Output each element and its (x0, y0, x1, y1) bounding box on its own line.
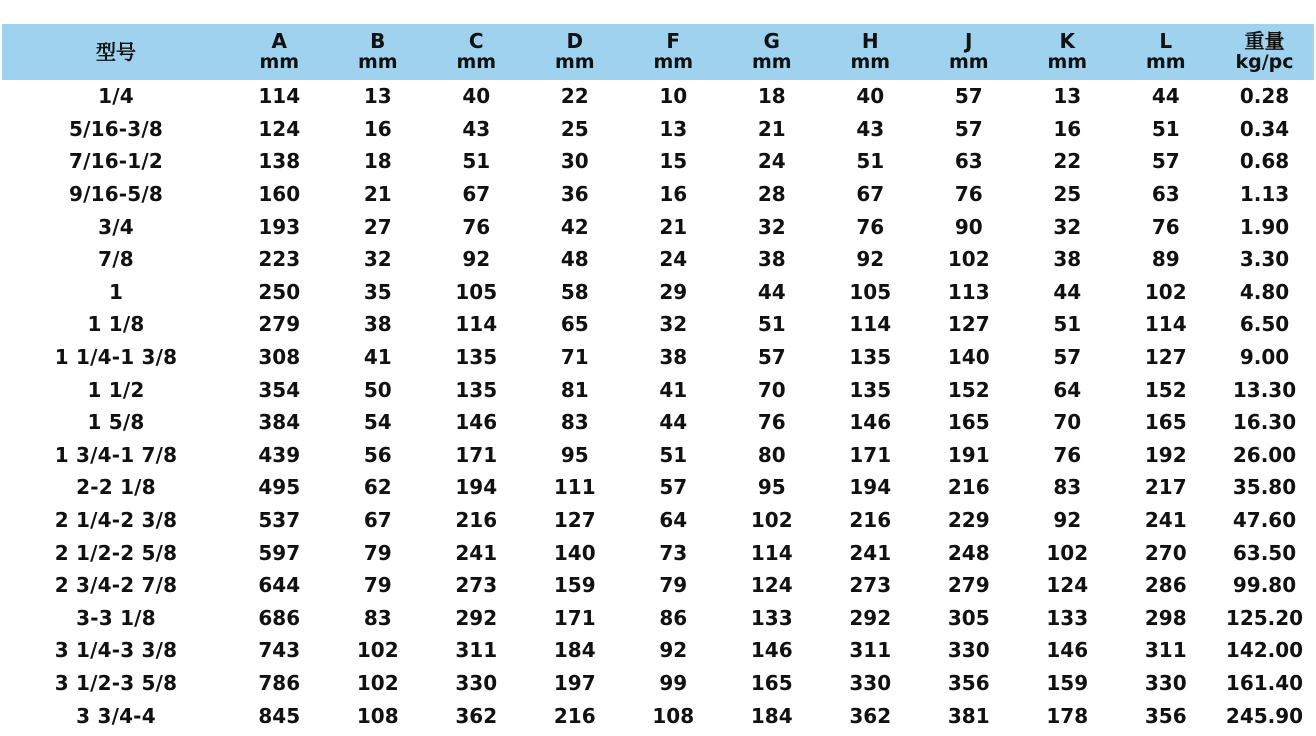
value-cell: 57 (954, 116, 983, 141)
value-cell: 28 (757, 182, 786, 207)
value-cell: 6.50 (1239, 312, 1290, 337)
value-cell: 102 (356, 638, 399, 663)
value-cell: 56 (363, 442, 392, 467)
model-cell: 1 5/8 (87, 410, 145, 435)
column-title: J (965, 29, 973, 53)
value-cell: 362 (455, 703, 498, 728)
value-cell: 86 (659, 605, 688, 630)
value-cell: 125.20 (1225, 605, 1304, 630)
value-cell: 38 (1053, 247, 1082, 272)
value-cell: 62 (363, 475, 392, 500)
value-cell: 38 (757, 247, 786, 272)
table-row (2, 667, 1314, 700)
value-cell: 76 (757, 410, 786, 435)
column-header-b (329, 24, 428, 80)
value-cell: 146 (849, 410, 892, 435)
value-cell: 64 (1053, 377, 1082, 402)
value-cell: 40 (856, 84, 885, 109)
value-cell: 10 (659, 84, 688, 109)
value-cell: 102 (750, 508, 793, 533)
value-cell: 67 (462, 182, 491, 207)
value-cell: 51 (659, 442, 688, 467)
value-cell: 81 (560, 377, 589, 402)
value-cell: 140 (947, 345, 990, 370)
value-cell: 95 (560, 442, 589, 467)
table-row (2, 471, 1314, 504)
value-cell: 495 (258, 475, 301, 500)
column-title: B (370, 29, 386, 53)
value-cell: 4.80 (1239, 279, 1290, 304)
table-row (2, 243, 1314, 276)
column-unit: mm (554, 51, 595, 73)
column-title: L (1159, 29, 1173, 53)
model-cell: 1 (108, 279, 124, 304)
value-cell: 127 (1144, 345, 1187, 370)
value-cell: 41 (659, 377, 688, 402)
value-cell: 36 (560, 182, 589, 207)
value-cell: 57 (757, 345, 786, 370)
value-cell: 44 (1053, 279, 1082, 304)
value-cell: 42 (560, 214, 589, 239)
value-cell: 216 (849, 508, 892, 533)
value-cell: 30 (560, 149, 589, 174)
value-cell: 171 (553, 605, 596, 630)
value-cell: 0.34 (1239, 116, 1290, 141)
column-title: 重量 (1244, 29, 1285, 53)
value-cell: 165 (750, 670, 793, 695)
value-cell: 108 (652, 703, 695, 728)
value-cell: 27 (363, 214, 392, 239)
table-row (2, 439, 1314, 472)
value-cell: 43 (462, 116, 491, 141)
value-cell: 216 (947, 475, 990, 500)
value-cell: 356 (947, 670, 990, 695)
value-cell: 105 (849, 279, 892, 304)
value-cell: 330 (455, 670, 498, 695)
value-cell: 58 (560, 279, 589, 304)
value-cell: 311 (849, 638, 892, 663)
value-cell: 3.30 (1239, 247, 1290, 272)
value-cell: 92 (1053, 508, 1082, 533)
value-cell: 13 (659, 116, 688, 141)
value-cell: 152 (947, 377, 990, 402)
value-cell: 76 (954, 182, 983, 207)
value-cell: 330 (947, 638, 990, 663)
value-cell: 76 (1053, 442, 1082, 467)
value-cell: 127 (553, 508, 596, 533)
value-cell: 35 (363, 279, 392, 304)
value-cell: 92 (462, 247, 491, 272)
value-cell: 21 (757, 116, 786, 141)
value-cell: 113 (947, 279, 990, 304)
value-cell: 1.13 (1239, 182, 1290, 207)
value-cell: 51 (1151, 116, 1180, 141)
value-cell: 184 (750, 703, 793, 728)
value-cell: 32 (363, 247, 392, 272)
value-cell: 99 (659, 670, 688, 695)
table-row (2, 308, 1314, 341)
model-cell: 1 1/4-1 3/8 (54, 345, 178, 370)
value-cell: 273 (849, 573, 892, 598)
value-cell: 192 (1144, 442, 1187, 467)
value-cell: 193 (258, 214, 301, 239)
column-unit: mm (1145, 51, 1186, 73)
value-cell: 57 (1053, 345, 1082, 370)
value-cell: 105 (455, 279, 498, 304)
value-cell: 298 (1144, 605, 1187, 630)
value-cell: 67 (856, 182, 885, 207)
column-unit: mm (751, 51, 792, 73)
value-cell: 21 (659, 214, 688, 239)
value-cell: 184 (553, 638, 596, 663)
table-row (2, 634, 1314, 667)
value-cell: 229 (947, 508, 990, 533)
value-cell: 108 (356, 703, 399, 728)
value-cell: 279 (947, 573, 990, 598)
value-cell: 146 (455, 410, 498, 435)
table-row (2, 602, 1314, 635)
column-title: C (468, 29, 484, 53)
table-row (2, 536, 1314, 569)
value-cell: 311 (1144, 638, 1187, 663)
value-cell: 138 (258, 149, 301, 174)
value-cell: 537 (258, 508, 301, 533)
model-cell: 9/16-5/8 (68, 182, 164, 207)
value-cell: 18 (363, 149, 392, 174)
table-row (2, 373, 1314, 406)
value-cell: 223 (258, 247, 301, 272)
value-cell: 597 (258, 540, 301, 565)
model-cell: 3 1/2-3 5/8 (54, 670, 178, 695)
value-cell: 127 (947, 312, 990, 337)
value-cell: 63 (1151, 182, 1180, 207)
value-cell: 140 (553, 540, 596, 565)
column-title: 型号 (96, 39, 136, 64)
value-cell: 146 (1046, 638, 1089, 663)
value-cell: 133 (750, 605, 793, 630)
model-cell: 1 1/8 (87, 312, 145, 337)
value-cell: 248 (947, 540, 990, 565)
value-cell: 99.80 (1232, 573, 1297, 598)
value-cell: 92 (659, 638, 688, 663)
value-cell: 16.30 (1232, 410, 1297, 435)
value-cell: 63 (954, 149, 983, 174)
value-cell: 245.90 (1225, 703, 1304, 728)
value-cell: 111 (553, 475, 596, 500)
value-cell: 217 (1144, 475, 1187, 500)
value-cell: 354 (258, 377, 301, 402)
table-header (2, 24, 1314, 80)
value-cell: 135 (849, 377, 892, 402)
value-cell: 114 (1144, 312, 1187, 337)
column-header-h (821, 24, 920, 80)
value-cell: 70 (757, 377, 786, 402)
column-unit: mm (850, 51, 891, 73)
value-cell: 47.60 (1232, 508, 1297, 533)
dimension-table (2, 24, 1314, 732)
value-cell: 114 (455, 312, 498, 337)
value-cell: 32 (1053, 214, 1082, 239)
column-unit: mm (653, 51, 694, 73)
column-unit: mm (259, 51, 300, 73)
value-cell: 25 (1053, 182, 1082, 207)
value-cell: 70 (1053, 410, 1082, 435)
column-unit: mm (1047, 51, 1088, 73)
table-row (2, 699, 1314, 732)
value-cell: 21 (363, 182, 392, 207)
value-cell: 845 (258, 703, 301, 728)
value-cell: 124 (750, 573, 793, 598)
value-cell: 194 (455, 475, 498, 500)
value-cell: 308 (258, 345, 301, 370)
value-cell: 194 (849, 475, 892, 500)
value-cell: 67 (363, 508, 392, 533)
value-cell: 161.40 (1225, 670, 1304, 695)
column-header-d (526, 24, 625, 80)
value-cell: 381 (947, 703, 990, 728)
value-cell: 95 (757, 475, 786, 500)
table-row (2, 276, 1314, 309)
value-cell: 330 (849, 670, 892, 695)
value-cell: 13.30 (1232, 377, 1297, 402)
column-header-l (1117, 24, 1216, 80)
column-header-j (920, 24, 1019, 80)
value-cell: 439 (258, 442, 301, 467)
value-cell: 92 (856, 247, 885, 272)
model-cell: 1/4 (98, 84, 134, 109)
value-cell: 32 (757, 214, 786, 239)
value-cell: 159 (1046, 670, 1089, 695)
value-cell: 743 (258, 638, 301, 663)
table-row (2, 210, 1314, 243)
value-cell: 133 (1046, 605, 1089, 630)
model-cell: 2-2 1/8 (76, 475, 156, 500)
value-cell: 292 (849, 605, 892, 630)
value-cell: 160 (258, 182, 301, 207)
table-row (2, 504, 1314, 537)
value-cell: 15 (659, 149, 688, 174)
value-cell: 76 (1151, 214, 1180, 239)
value-cell: 241 (849, 540, 892, 565)
value-cell: 216 (553, 703, 596, 728)
value-cell: 25 (560, 116, 589, 141)
value-cell: 32 (659, 312, 688, 337)
value-cell: 102 (1144, 279, 1187, 304)
column-header-model (2, 24, 230, 80)
value-cell: 102 (356, 670, 399, 695)
value-cell: 292 (455, 605, 498, 630)
value-cell: 356 (1144, 703, 1187, 728)
table-row (2, 178, 1314, 211)
value-cell: 135 (455, 345, 498, 370)
value-cell: 286 (1144, 573, 1187, 598)
value-cell: 241 (1144, 508, 1187, 533)
value-cell: 305 (947, 605, 990, 630)
value-cell: 35.80 (1232, 475, 1297, 500)
value-cell: 29 (659, 279, 688, 304)
value-cell: 114 (258, 84, 301, 109)
value-cell: 65 (560, 312, 589, 337)
value-cell: 13 (363, 84, 392, 109)
value-cell: 159 (553, 573, 596, 598)
value-cell: 250 (258, 279, 301, 304)
column-header-c (427, 24, 526, 80)
value-cell: 165 (947, 410, 990, 435)
value-cell: 80 (757, 442, 786, 467)
table-row (2, 569, 1314, 602)
value-cell: 44 (659, 410, 688, 435)
value-cell: 114 (750, 540, 793, 565)
column-unit: kg/pc (1235, 51, 1294, 73)
value-cell: 16 (1053, 116, 1082, 141)
value-cell: 135 (849, 345, 892, 370)
value-cell: 51 (757, 312, 786, 337)
value-cell: 50 (363, 377, 392, 402)
value-cell: 102 (947, 247, 990, 272)
column-title: D (566, 29, 584, 53)
model-cell: 3 1/4-3 3/8 (54, 638, 178, 663)
value-cell: 63.50 (1232, 540, 1297, 565)
table-row (2, 80, 1314, 113)
model-cell: 3-3 1/8 (76, 605, 156, 630)
value-cell: 22 (560, 84, 589, 109)
header-row (2, 24, 1314, 80)
column-header-k (1018, 24, 1117, 80)
model-cell: 7/16-1/2 (68, 149, 164, 174)
value-cell: 38 (363, 312, 392, 337)
value-cell: 330 (1144, 670, 1187, 695)
table-row (2, 406, 1314, 439)
value-cell: 83 (1053, 475, 1082, 500)
model-cell: 1 3/4-1 7/8 (54, 442, 178, 467)
model-cell: 5/16-3/8 (68, 116, 164, 141)
value-cell: 76 (462, 214, 491, 239)
value-cell: 384 (258, 410, 301, 435)
value-cell: 51 (1053, 312, 1082, 337)
column-header-f (624, 24, 723, 80)
value-cell: 0.68 (1239, 149, 1290, 174)
column-unit: mm (948, 51, 989, 73)
value-cell: 686 (258, 605, 301, 630)
value-cell: 54 (363, 410, 392, 435)
value-cell: 191 (947, 442, 990, 467)
value-cell: 76 (856, 214, 885, 239)
value-cell: 142.00 (1225, 638, 1304, 663)
value-cell: 71 (560, 345, 589, 370)
column-unit: mm (456, 51, 497, 73)
value-cell: 16 (659, 182, 688, 207)
value-cell: 51 (856, 149, 885, 174)
value-cell: 273 (455, 573, 498, 598)
value-cell: 18 (757, 84, 786, 109)
value-cell: 89 (1151, 247, 1180, 272)
value-cell: 26.00 (1232, 442, 1297, 467)
value-cell: 73 (659, 540, 688, 565)
value-cell: 57 (1151, 149, 1180, 174)
value-cell: 41 (363, 345, 392, 370)
column-unit: mm (357, 51, 398, 73)
value-cell: 40 (462, 84, 491, 109)
value-cell: 135 (455, 377, 498, 402)
table-row (2, 113, 1314, 146)
value-cell: 279 (258, 312, 301, 337)
model-cell: 3 3/4-4 (76, 703, 156, 728)
model-cell: 1 1/2 (87, 377, 145, 402)
value-cell: 1.90 (1239, 214, 1290, 239)
value-cell: 79 (659, 573, 688, 598)
column-header-a (230, 24, 329, 80)
value-cell: 79 (363, 540, 392, 565)
value-cell: 124 (258, 116, 301, 141)
value-cell: 146 (750, 638, 793, 663)
value-cell: 64 (659, 508, 688, 533)
column-title: A (271, 29, 287, 53)
value-cell: 48 (560, 247, 589, 272)
model-cell: 7/8 (98, 247, 134, 272)
column-header-g (723, 24, 822, 80)
value-cell: 124 (1046, 573, 1089, 598)
table-body (2, 80, 1314, 732)
value-cell: 241 (455, 540, 498, 565)
value-cell: 22 (1053, 149, 1082, 174)
column-title: F (666, 29, 681, 53)
value-cell: 9.00 (1239, 345, 1290, 370)
value-cell: 362 (849, 703, 892, 728)
value-cell: 114 (849, 312, 892, 337)
column-title: K (1059, 29, 1075, 53)
value-cell: 38 (659, 345, 688, 370)
column-header-重量 (1215, 24, 1314, 80)
value-cell: 0.28 (1239, 84, 1290, 109)
value-cell: 786 (258, 670, 301, 695)
value-cell: 57 (954, 84, 983, 109)
value-cell: 79 (363, 573, 392, 598)
column-title: G (763, 29, 780, 53)
value-cell: 171 (455, 442, 498, 467)
value-cell: 311 (455, 638, 498, 663)
value-cell: 24 (757, 149, 786, 174)
value-cell: 44 (1151, 84, 1180, 109)
model-cell: 3/4 (98, 214, 134, 239)
model-cell: 2 3/4-2 7/8 (54, 573, 178, 598)
table-row (2, 145, 1314, 178)
value-cell: 178 (1046, 703, 1089, 728)
value-cell: 270 (1144, 540, 1187, 565)
value-cell: 16 (363, 116, 392, 141)
value-cell: 43 (856, 116, 885, 141)
value-cell: 24 (659, 247, 688, 272)
value-cell: 216 (455, 508, 498, 533)
value-cell: 102 (1046, 540, 1089, 565)
value-cell: 152 (1144, 377, 1187, 402)
value-cell: 51 (462, 149, 491, 174)
value-cell: 197 (553, 670, 596, 695)
value-cell: 44 (757, 279, 786, 304)
value-cell: 90 (954, 214, 983, 239)
value-cell: 13 (1053, 84, 1082, 109)
table-row (2, 341, 1314, 374)
value-cell: 83 (363, 605, 392, 630)
model-cell: 2 1/2-2 5/8 (54, 540, 178, 565)
model-cell: 2 1/4-2 3/8 (54, 508, 178, 533)
value-cell: 83 (560, 410, 589, 435)
value-cell: 171 (849, 442, 892, 467)
column-title: H (861, 29, 879, 53)
value-cell: 165 (1144, 410, 1187, 435)
value-cell: 57 (659, 475, 688, 500)
value-cell: 644 (258, 573, 301, 598)
